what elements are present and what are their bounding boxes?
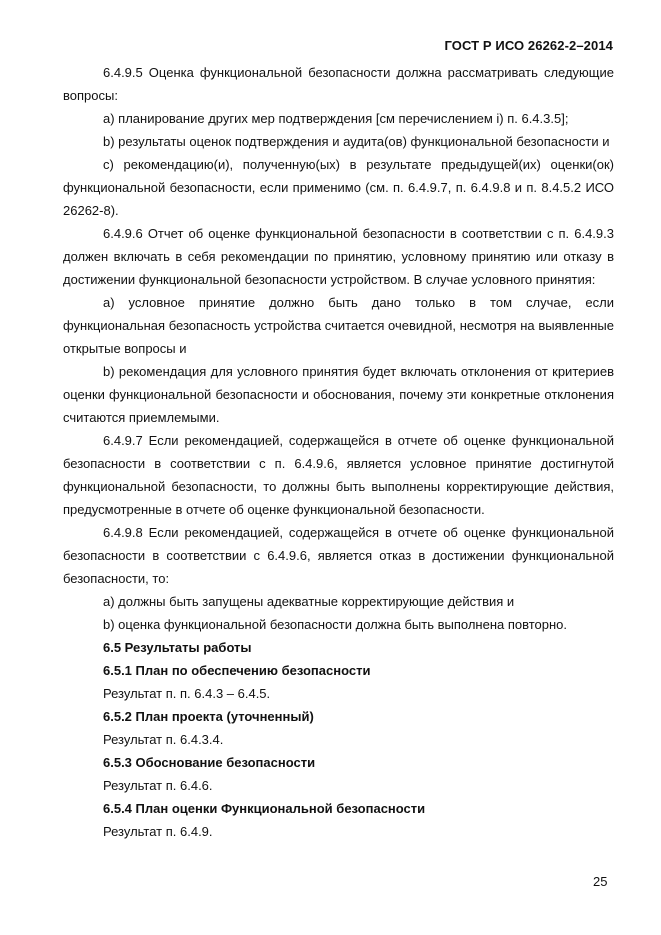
subsection-result: Результат п. 6.4.6.	[103, 778, 213, 793]
subsection-heading: 6.5.4 План оценки Функциональной безопасности	[103, 801, 426, 816]
section-heading: 6.5 Результаты работы	[103, 640, 252, 655]
page-body	[63, 61, 614, 843]
list-item-a: a) должны быть запущены адекватные корректирующие действия и	[103, 594, 515, 609]
list-item-b: b) результаты оценок подтверждения и аудита(ов) функциональной безопасности и	[103, 134, 610, 149]
page-number: 25	[593, 874, 608, 889]
paragraph-6-4-9-8: 6.4.9.8 Если рекомендацией, содержащейся в отчете об оценке функциональной безопасности в соответствии с 6.4.9.6, является отказ в достижении функциональной безопасности, то:	[63, 525, 614, 586]
list-item-c: c) рекомендацию(и), полученную(ых) в результате предыдущей(их) оценки(ок) функциональной безопасности, если применимо (см. п. 6.4.9.7, п. 6.4.9.8 и п. 8.4.5.2 ИСО 26262-8).	[63, 157, 614, 218]
list-item-a: a) условное принятие должно быть дано только в том случае, если функциональная безопасность устройства считается очевидной, несмотря на выявленные открытые вопросы и	[63, 295, 614, 356]
standard-designation: ГОСТ Р ИСО 26262-2–2014	[444, 38, 613, 53]
paragraph-6-4-9-7: 6.4.9.7 Если рекомендацией, содержащейся в отчете об оценке функциональной безопасности в соответствии с п. 6.4.9.6, является условное принятие достигнутой функциональной безопасности, то должны быть выполнены корректирующие действия, предусмотренные в отчете об оценке функциональной безопасности.	[63, 433, 614, 517]
subsection-result: Результат п. 6.4.3.4.	[103, 732, 224, 747]
subsection-heading: 6.5.1 План по обеспечению безопасности	[103, 663, 371, 678]
paragraph-6-4-9-5: 6.4.9.5 Оценка функциональной безопасности должна рассматривать следующие вопросы:	[63, 65, 614, 103]
subsection-result: Результат п. 6.4.9.	[103, 824, 213, 839]
subsection-heading: 6.5.3 Обоснование безопасности	[103, 755, 316, 770]
subsection-result: Результат п. п. 6.4.3 – 6.4.5.	[103, 686, 271, 701]
list-item-b: b) рекомендация для условного принятия будет включать отклонения от критериев оценки функциональной безопасности и обоснования, почему эти конкретные отклонения считаются приемлемыми.	[63, 364, 614, 425]
paragraph-6-4-9-6: 6.4.9.6 Отчет об оценке функциональной безопасности в соответствии с п. 6.4.9.3 должен включать в себя рекомендации по принятию, условному принятию или отказу в достижении функциональной безопасности устройством. В случае условного принятия:	[63, 226, 614, 287]
list-item-b: b) оценка функциональной безопасности должна быть выполнена повторно.	[103, 617, 568, 632]
list-item-a: a) планирование других мер подтверждения [см перечислением i) п. 6.4.3.5];	[103, 111, 569, 126]
subsection-heading: 6.5.2 План проекта (уточненный)	[103, 709, 314, 724]
